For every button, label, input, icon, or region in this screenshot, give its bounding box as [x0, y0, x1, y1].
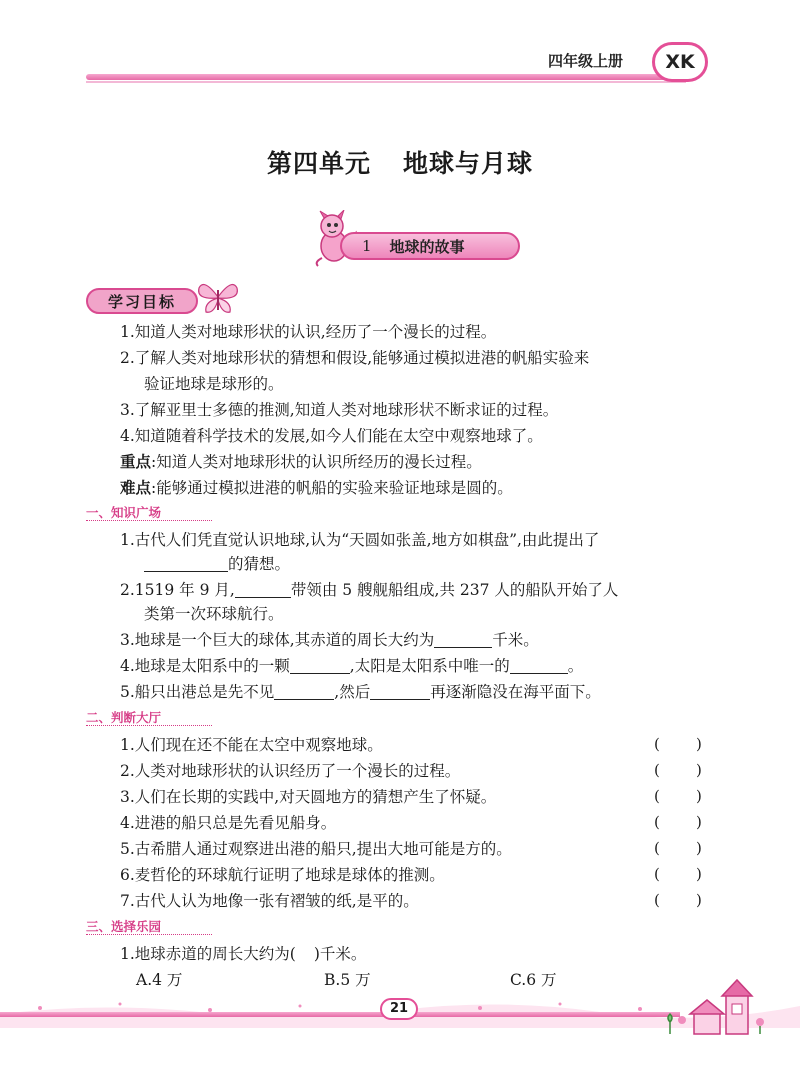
fill-question-3: 3.地球是一个巨大的球体,其赤道的周长大约为 千米。	[120, 631, 539, 649]
goal-item: 验证地球是球形的。	[144, 375, 284, 393]
header-band-thin	[86, 81, 686, 83]
page-number: 21	[380, 998, 418, 1020]
answer-blank[interactable]	[290, 657, 350, 674]
lesson-banner-group	[310, 210, 525, 272]
lesson-number: 1	[362, 237, 372, 255]
choice-option-b[interactable]: B.5 万	[324, 971, 371, 989]
answer-blank[interactable]	[434, 631, 492, 648]
key-point-text: :知道人类对地球形状的认识所经历的漫长过程。	[151, 453, 482, 471]
judge-item-3: 3.人们在长期的实践中,对天圆地方的猜想产生了怀疑。	[120, 788, 497, 806]
judge-answer-7[interactable]: ( )	[654, 891, 702, 909]
judge-answer-2[interactable]: ( )	[654, 761, 702, 779]
fill-question-1a: 1.古代人们凭直觉认识地球,认为“天圆如张盖,地方如棋盘”,由此提出了	[120, 531, 600, 549]
judge-answer-3[interactable]: ( )	[654, 787, 702, 805]
judge-answer-1[interactable]: ( )	[654, 735, 702, 753]
judge-answer-4[interactable]: ( )	[654, 813, 702, 831]
butterfly-icon	[196, 278, 240, 316]
judge-item-5: 5.古希腊人通过观察进出港的船只,提出大地可能是方的。	[120, 840, 512, 858]
goal-item: 1.知道人类对地球形状的认识,经历了一个漫长的过程。	[120, 323, 497, 341]
grade-label: 四年级上册	[548, 52, 624, 70]
goals-label: 学习目标	[86, 288, 198, 314]
castle-icon	[664, 978, 774, 1036]
unit-name: 地球与月球	[403, 149, 534, 178]
footer-band	[0, 1012, 680, 1017]
judge-item-4: 4.进港的船只总是先看见船身。	[120, 814, 337, 832]
judge-answer-6[interactable]: ( )	[654, 865, 702, 883]
difficult-point-label: 难点	[120, 479, 152, 497]
fill-question-4: 4.地球是太阳系中的一颗 ,太阳是太阳系中唯一的 。	[120, 657, 584, 675]
fill-question-2b: 类第一次环球航行。	[144, 605, 284, 623]
judge-item-2: 2.人类对地球形状的认识经历了一个漫长的过程。	[120, 762, 461, 780]
section-title-knowledge: 一、知识广场	[86, 505, 162, 520]
publisher-badge: XK	[652, 42, 708, 82]
unit-label: 第四单元	[266, 149, 371, 178]
fill-question-5: 5.船只出港总是先不见 ,然后 再逐渐隐没在海平面下。	[120, 683, 601, 701]
key-point	[120, 452, 482, 472]
lesson-title-banner	[340, 232, 520, 260]
answer-blank[interactable]	[510, 657, 568, 674]
answer-blank[interactable]	[144, 555, 228, 572]
section-title-judgement: 二、判断大厅	[86, 710, 162, 725]
lesson-title: 地球的故事	[389, 237, 465, 256]
fill-question-2a: 2.1519 年 9 月, 带领由 5 艘舰船组成,共 237 人的船队开始了人	[120, 581, 619, 599]
judge-item-1: 1.人们现在还不能在太空中观察地球。	[120, 736, 383, 754]
unit-title	[0, 144, 800, 180]
choice-option-a[interactable]: A.4 万	[136, 971, 183, 989]
judge-item-7: 7.古代人认为地像一张有褶皱的纸,是平的。	[120, 892, 419, 910]
choice-option-c[interactable]: C.6 万	[510, 971, 557, 989]
difficult-point-text: :能够通过模拟进港的帆船的实验来验证地球是圆的。	[151, 479, 513, 497]
section-title-choice: 三、选择乐园	[86, 919, 162, 934]
key-point-label: 重点	[120, 453, 152, 471]
goal-item: 4.知道随着科学技术的发展,如今人们能在太空中观察地球了。	[120, 427, 543, 445]
judge-item-6: 6.麦哲伦的环球航行证明了地球是球体的推测。	[120, 866, 445, 884]
answer-blank[interactable]	[274, 683, 334, 700]
goal-item: 2.了解人类对地球形状的猜想和假设,能够通过模拟进港的帆船实验来	[120, 349, 590, 367]
answer-blank[interactable]	[370, 683, 430, 700]
difficult-point	[120, 478, 513, 498]
fill-question-1b: 的猜想。	[144, 554, 290, 574]
goal-item: 3.了解亚里士多德的推测,知道人类对地球形状不断求证的过程。	[120, 401, 559, 419]
judge-answer-5[interactable]: ( )	[654, 839, 702, 857]
answer-blank[interactable]	[235, 581, 291, 598]
header-band	[86, 74, 686, 80]
choice-question-1: 1.地球赤道的周长大约为( )千米。	[120, 945, 367, 963]
